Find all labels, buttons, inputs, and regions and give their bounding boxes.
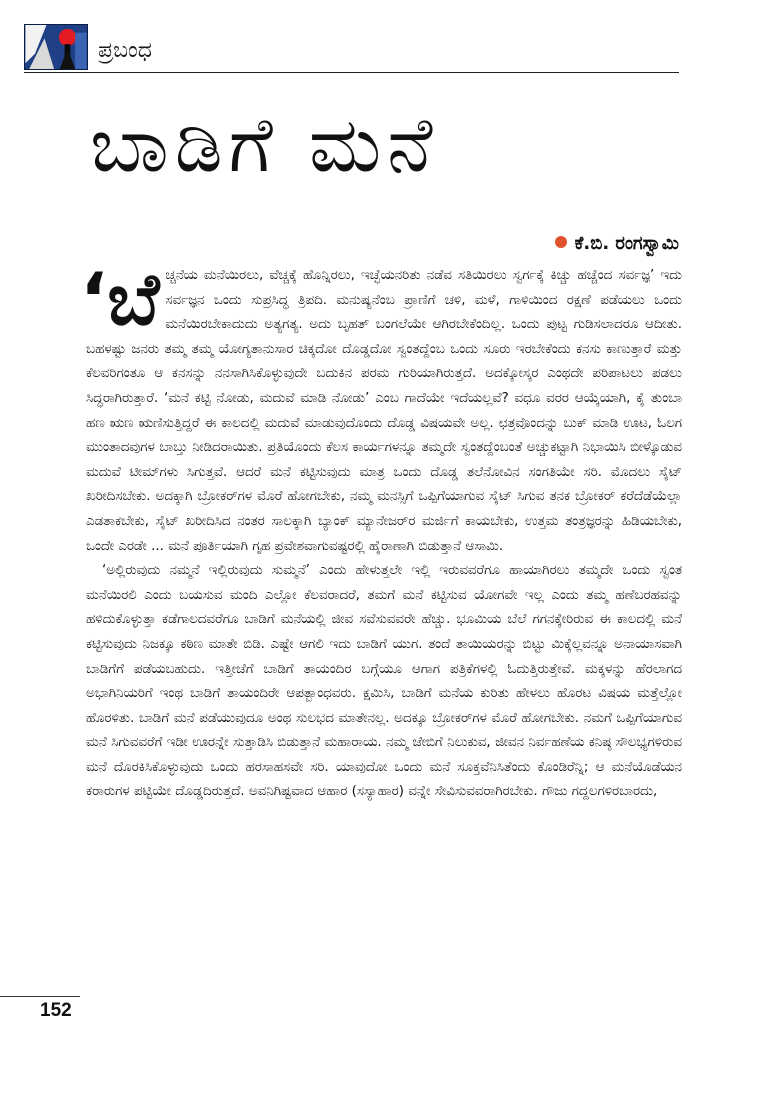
article-paragraph <box>80 257 682 559</box>
footer-divider <box>0 996 80 997</box>
drop-cap: ‘ಬೆ <box>80 257 160 341</box>
author-name: ಕೆ.ಬಿ. ರಂಗಸ್ವಾಮಿ <box>574 233 679 254</box>
author-byline <box>555 232 679 256</box>
page-number: 152 <box>40 1000 72 1021</box>
paragraph-text: ಚ್ಚನೆಯ ಮನೆಯಿರಲು, ವೆಚ್ಚಕ್ಕೆ ಹೊನ್ನಿರಲು, ಇಚ್ಛೆಯನರಿತು ನಡೆವ ಸತಿಯಿರಲು ಸ್ವರ್ಗಕ್ಕೆ ಕಿಚ್ಚು ಹಚ್ಚೆಂದ ಸರ್ವಜ್ಞ’ ಇದು ಸರ್ವಜ್ಞನ ಒಂದು ಸುಪ್ರಸಿದ್ಧ ತ್ರಿಪದಿ. ಮನುಷ್ಯನೆಂಬ ಪ್ರಾಣಿಗೆ ಚಳಿ, ಮಳೆ, ಗಾಳಿಯಿಂದ ರಕ್ಷಣೆ ಪಡೆಯಲು ಒಂದು ಮನೆಯಿರಬೇಕಾದುದು ಅತ್ಯಗತ್ಯ. ಅದು ಬೃಹತ್ ಬಂಗಲೆಯೇ ಆಗಿರಬೇಕೆಂದಿಲ್ಲ. ಒಂದು ಪುಟ್ಟ ಗುಡಿಸಲಾದರೂ ಆದೀತು. ಬಹಳಷ್ಟು ಜನರು ತಮ್ಮ ತಮ್ಮ ಯೋಗ್ಯತಾನುಸಾರ ಚಿಕ್ಕದೋ ದೊಡ್ಡದೋ ಸ್ವಂತದ್ದೆಂಬ ಒಂದು ಸೂರು ಇರಬೇಕೆಂದು ಕನಸು ಕಾಣುತ್ತಾರೆ ಮತ್ತು ಕೆಲವರಿಗಂತೂ ಆ ಕನಸನ್ನು ನನಸಾಗಿಸಿಕೊಳ್ಳುವುದೇ ಬದುಕಿನ ಪರಮ ಗುರಿಯಾಗಿರುತ್ತದೆ. ಅದಕ್ಕೋಸ್ಕರ ಎಂಥದೇ ಪರಿಪಾಟಲು ಪಡಲು ಸಿದ್ಧರಾಗಿರುತ್ತಾರೆ. ‘ಮನೆ ಕಟ್ಟಿ ನೋಡು, ಮದುವೆ ಮಾಡಿ ನೋಡು’ ಎಂಬ ಗಾದೆಯೇ ಇದೆಯಲ್ಲವೆ? ವಧೂ ವರರ ಆಯ್ಕೆಯಾಗಿ, ಕೈ ತುಂಬಾ ಹಣ ಋಣ ಋಣಿಸುತ್ತಿದ್ದರೆ ಈ ಕಾಲದಲ್ಲಿ ಮದುವೆ ಮಾಡುವುದೊಂದು ದೊಡ್ಡ ವಿಷಯವೇ ಅಲ್ಲ. ಛತ್ರವೊಂದನ್ನು ಬುಕ್ ಮಾಡಿ ಊಟ, ಓಲಗ ಮುಂತಾದವುಗಳ ಬಾಬ್ತು ನೀಡಿದರಾಯಿತು. ಪ್ರತಿಯೊಂದು ಕೆಲಸ ಕಾರ್ಯಗಳನ್ನೂ ತಮ್ಮದೇ ಸ್ವಂತದ್ದೆಂಬಂತೆ ಅಚ್ಚುಕಟ್ಟಾಗಿ ನಿಭಾಯಿಸಿ ಬೀಳ್ಕೊಡುವ ಮದುವೆ ಟೀಮ್‌ಗಳು ಸಿಗುತ್ತವೆ. ಆದರೆ ಮನೆ ಕಟ್ಟಿಸುವುದು ಮಾತ್ರ ಒಂದು ದೊಡ್ಡ ತಲೆನೋವಿನ ಸಂಗತಿಯೇ ಸರಿ. ಮೊದಲು ಸೈಟ್ ಖರೀದಿಸಬೇಕು. ಅದಕ್ಕಾಗಿ ಬ್ರೋಕರ್‌ಗಳ ಮೊರೆ ಹೋಗಬೇಕು, ನಮ್ಮ ಮನಸ್ಸಿಗೆ ಒಪ್ಪಿಗೆಯಾಗುವ ಸೈಟ್ ಸಿಗುವ ತನಕ ಬ್ರೋಕರ್ ಕರೆದೆಡೆಯೆಲ್ಲಾ ಎಡತಾಕಬೇಕು, ಸೈಟ್ ಖರೀದಿಸಿದ ನಂತರ ಸಾಲಕ್ಕಾಗಿ ಬ್ಯಾಂಕ್ ಮ್ಯಾನೇಜರ್‌ರ ಮರ್ಜಿಗೆ ಕಾಯಬೇಕು, ಉತ್ತಮ ತಂತ್ರಜ್ಞರನ್ನು ಹಿಡಿಯಬೇಕು, ಒಂದೇ ಎರಡೇ ... ಮನೆ ಪೂರ್ತಿಯಾಗಿ ಗೃಹ ಪ್ರವೇಶವಾಗುವಷ್ಟರಲ್ಲಿ ಹೈರಾಣಾಗಿ ಬಿಡುತ್ತಾನೆ ಆಸಾಮಿ. <box>86 268 682 554</box>
magazine-logo <box>24 24 88 70</box>
header-divider <box>24 72 679 73</box>
article-title: ಬಾಡಿಗೆ ಮನೆ <box>90 100 439 189</box>
paragraph-text: ‘ಅಲ್ಲಿರುವುದು ನಮ್ಮನೆ ಇಲ್ಲಿರುವುದು ಸುಮ್ಮನೆ’ ಎಂದು ಹೇಳುತ್ತಲೇ ಇಲ್ಲಿ ಇರುವವರೆಗೂ ಹಾಯಾಗಿರಲು ತಮ್ಮದೇ ಒಂದು ಸ್ವಂತ ಮನೆಯಿರಲಿ ಎಂದು ಬಯಸುವ ಮಂದಿ ಎಲ್ಲೋ ಕೆಲವರಾದರೆ, ತಮಗೆ ಮನೆ ಕಟ್ಟಿಸುವ ಯೋಗವೇ ಇಲ್ಲ ಎಂದು ತಮ್ಮ ಹಣೆಬರಹವನ್ನು ಹಳಿದುಕೊಳ್ಳುತ್ತಾ ಕಡೆಗಾಲದವರೆಗೂ ಬಾಡಿಗೆ ಮನೆಯಲ್ಲಿ ಜೀವ ಸವೆಸುವವರೇ ಹೆಚ್ಚು. ಭೂಮಿಯ ಬೆಲೆ ಗಗನಕ್ಕೇರಿರುವ ಈ ಕಾಲದಲ್ಲಿ ಮನೆ ಕಟ್ಟಿಸುವುದು ನಿಜಕ್ಕೂ ಕಠಿಣ ಮಾತೇ ಬಿಡಿ. ಎಷ್ಟೇ ಆಗಲಿ ಇದು ಬಾಡಿಗೆ ಯುಗ. ತಂದೆ ತಾಯಿಯರನ್ನು ಬಿಟ್ಟು ಮಿಕ್ಕೆಲ್ಲವನ್ನೂ ಅನಾಯಾಸವಾಗಿ ಬಾಡಿಗೆಗೆ ಪಡೆಯಬಹುದು. ಇತ್ತೀಚೆಗೆ ಬಾಡಿಗೆ ತಾಯಂದಿರ ಬಗ್ಗೆಯೂ ಆಗಾಗ ಪತ್ರಿಕೆಗಳಲ್ಲಿ ಓದುತ್ತಿರುತ್ತೇವೆ. ಮಕ್ಕಳನ್ನು ಹೆರಲಾಗದ ಅಭಾಗಿನಿಯರಿಗೆ ಇಂಥ ಬಾಡಿಗೆ ತಾಯಂದಿರೇ ಆಪತ್ಬಾಂಧವರು. ಕ್ಷಮಿಸಿ, ಬಾಡಿಗೆ ಮನೆಯ ಕುರಿತು ಹೇಳಲು ಹೊರಟ ವಿಷಯ ಮತ್ತೆಲ್ಲೋ ಹೊರಳಿತು. ಬಾಡಿಗೆ ಮನೆ ಪಡೆಯುವುದೂ ಅಂಥ ಸುಲಭದ ಮಾತೇನಲ್ಲ. ಅದಕ್ಕೂ ಬ್ರೋಕರ್‌ಗಳ ಮೊರೆ ಹೋಗಬೇಕು. ನಮಗೆ ಒಪ್ಪಿಗೆಯಾಗುವ ಮನೆ ಸಿಗುವವರೆಗೆ ಇಡೀ ಊರನ್ನೇ ಸುತ್ತಾಡಿಸಿ ಬಿಡುತ್ತಾನೆ ಮಹಾರಾಯ. ನಮ್ಮ ಜೇಬಿಗೆ ನಿಲುಕುವ, ಜೀವನ ನಿರ್ವಹಣೆಯ ಕನಿಷ್ಠ ಸೌಲಭ್ಯಗಳಿರುವ ಮನೆ ದೊರಕಿಸಿಕೊಳ್ಳುವುದು ಒಂದು ಹರಸಾಹಸವೇ ಸರಿ. ಯಾವುದೋ ಒಂದು ಮನೆ ಸೂಕ್ತವೆನಿಸಿತೆಂದು ಕೊಂಡಿರೆನ್ನಿ; ಆ ಮನೆಯೊಡೆಯನ ಕರಾರುಗಳ ಪಟ್ಟಿಯೇ ದೊಡ್ಡದಿರುತ್ತದೆ. ಅವನಿಗಿಷ್ಟವಾದ ಆಹಾರ (ಸಸ್ಯಾಹಾರ) ವನ್ನೇ ಸೇವಿಸುವವರಾಗಿರಬೇಕು. ಗೌಜು ಗದ್ದಲಗಳಿರಬಾರದು, <box>86 563 682 800</box>
bullet-dot-icon <box>555 236 567 248</box>
article-body <box>80 257 682 805</box>
article-paragraph <box>86 559 682 805</box>
section-label: ಪ್ರಬಂಧ <box>98 38 152 63</box>
abstract-figure-logo-icon <box>25 25 87 69</box>
